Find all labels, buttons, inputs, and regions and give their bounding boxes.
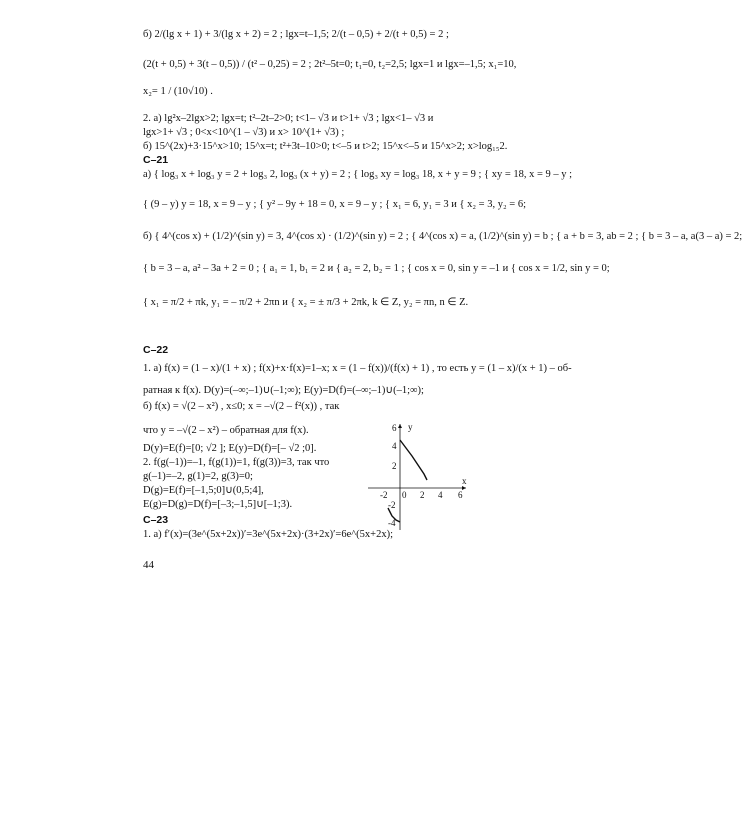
solution-line-14: 1. а) f(x) = (1 – x)/(1 + x) ; f(x)+x·f(x)=1–x; x = (1 – f(x))/(f(x) + 1) , то есть y = (1 – x)/(x + 1) – об- (143, 363, 572, 374)
section-heading-c21: С–21 (143, 154, 169, 166)
solution-line-1: б) 2/(lg x + 1) + 3/(lg x + 2) = 2 ; lgx=t–1,5; 2/(t – 0,5) + 2/(t + 0,5) = 2 ; (143, 29, 449, 40)
page-number: 44 (143, 559, 154, 571)
solution-line-17: что y = –√(2 – x²) – обратная для f(x). (143, 425, 309, 436)
solution-line-21: D(g)=E(f)=[–1,5;0]∪(0,5;4], (143, 485, 264, 496)
y-tick-label: 2 (392, 461, 397, 471)
solution-line-10: б) { 4^(cos x) + (1/2)^(sin y) = 3, 4^(cos x) · (1/2)^(sin y) = 2 ; { 4^(cos x) = a, (1/2)^(sin y) = b ; { a + b = 3, ab = 2 ; { b = 3 – a, a(3 – a) = 2; (143, 231, 742, 242)
solution-line-8: а) { log₃ x + log₃ y = 2 + log₃ 2, log₃ (x + y) = 2 ; { log₃ xy = log₃ 18, x + y = 9 ; { xy = 18, x = 9 – y ; (143, 169, 573, 180)
function-graph (366, 422, 470, 534)
x-axis-label: x (462, 476, 467, 486)
section-heading-c22: С–22 (143, 344, 169, 356)
y-tick-label: -4 (388, 518, 396, 528)
x-tick-label: -2 (380, 490, 388, 500)
solution-line-4: 2. а) lg²x–2lgx>2; lgx=t; t²–2t–2>0; t<1– √3 и t>1+ √3 ; lgx<1– √3 и (143, 113, 434, 124)
y-tick-label: 4 (392, 441, 397, 451)
solution-line-6: б) 15^(2x)+3·15^x>10; 15^x=t; t²+3t–10>0; t<–5 и t>2; 15^x<–5 и 15^x>2; x>log₁₅2. (143, 141, 508, 152)
solution-line-18: D(y)=E(f)=[0; √2 ]; E(y)=D(f)=[– √2 ;0]. (143, 443, 317, 454)
solution-line-20: g(–1)=–2, g(1)=2, g(3)=0; (143, 471, 253, 482)
solution-line-5: lgx>1+ √3 ; 0<x<10^(1 – √3) и x> 10^(1+ √3) ; (143, 127, 345, 138)
y-tick-label: -2 (388, 500, 396, 510)
y-tick-label: 6 (392, 423, 397, 433)
section-heading-c23: С–23 (143, 514, 169, 526)
solution-line-12: { x₁ = π/2 + πk, y₁ = – π/2 + 2πn и { x₂ = ± π/3 + 2πk, k ∈ Z, y₂ = πn, n ∈ Z. (143, 297, 469, 308)
solution-line-22: E(g)=D(g)=D(f)=[–3;–1,5]∪[–1;3). (143, 499, 293, 510)
solution-line-9: { (9 – y) y = 18, x = 9 – y ; { y² – 9y + 18 = 0, x = 9 – y ; { x₁ = 6, y₁ = 3 и { x₂ = 3, y₂ = 6; (143, 199, 526, 210)
x-tick-label: 6 (458, 490, 463, 500)
x-tick-label: 4 (438, 490, 443, 500)
solution-line-11: { b = 3 – a, a² – 3a + 2 = 0 ; { a₁ = 1, b₁ = 2 и { a₂ = 2, b₂ = 1 ; { cos x = 0, sin y = –1 и { cos x = 1/2, sin y = 0; (143, 263, 610, 274)
solution-line-19: 2. f(g(–1))=–1, f(g(1))=1, f(g(3))=3, так что (143, 457, 330, 468)
y-axis-label: y (408, 422, 413, 432)
solution-line-2: (2(t + 0,5) + 3(t – 0,5)) / (t² – 0,25) = 2 ; 2t²–5t=0; t₁=0, t₂=2,5; lgx=1 и lgx=–1,5; x₁=10, (143, 59, 517, 70)
solution-line-16: б) f(x) = √(2 – x²) , x≤0; x = –√(2 – f²(x)) , так (143, 401, 340, 412)
x-axis-arrow (462, 486, 466, 490)
graph-upper-curve (400, 440, 427, 480)
solution-line-3: x₂= 1 / (10√10) . (143, 86, 213, 97)
x-tick-label: 0 (402, 490, 407, 500)
y-axis-arrow (398, 424, 402, 428)
solution-line-15: ратная к f(x). D(y)=(–∞;–1)∪(–1;∞); E(y)=D(f)=(–∞;–1)∪(–1;∞); (143, 385, 424, 396)
x-tick-label: 2 (420, 490, 425, 500)
solution-line-24: 1. а) f′(x)=(3e^(5x+2x))′=3e^(5x+2x)·(3+2x)′=6e^(5x+2x); (143, 529, 394, 540)
